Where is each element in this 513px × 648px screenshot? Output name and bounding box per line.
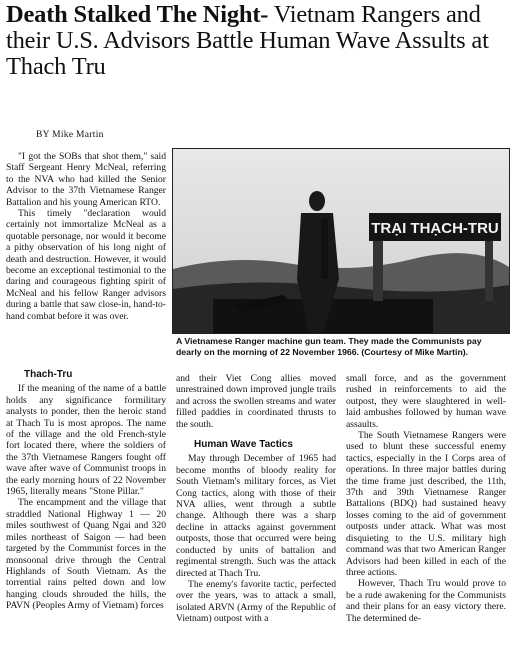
column-1-top bbox=[6, 151, 166, 322]
ranger-photo-image bbox=[173, 149, 509, 333]
paragraph: However, Thach Tru would prove to be a rude awakening for the Communists and their plans for an easy victory there. The determined de- bbox=[346, 578, 506, 624]
column-1 bbox=[6, 369, 166, 612]
paragraph: May through December of 1965 had become months of bloody reality for South Vietnam's military forces, as Viet Cong tactics, along with those of their NVA allies, went through a subtle change. Although there was a sharp decline in attacks against government outposts, those that occurred were being conducted by units of battalion and regimental strength. Such was the attack directed at Thach Tru. bbox=[176, 453, 336, 579]
paragraph: If the meaning of the name of a battle holds any significance formilitary analysts to ponder, then the heroic stand at Thach Tu is most apropos. The name of the village and the old French-style fort located there, where the soldiers of the 37th Vietnamese Rangers fought off wave after wave of Communist troops in the early morning hours of 22 November 1965, literally means "Stone Pillar." bbox=[6, 383, 166, 498]
paragraph: This timely "declaration would certainly not immortalize McNeal as a quotable personage, nor would it become a pithy observation of his long night of death and destruction. However, it would become an exceptional testimonial to the daring and courageous fighting spirit of McNeal and his fellow Ranger advisors during a battle that saw close-in, hand-to-hand combat before it was over. bbox=[6, 208, 166, 322]
paragraph: and their Viet Cong allies moved unrestrained down improved jungle trails and across the swollen streams and water filled paddies in coordinated thrusts to the south. bbox=[176, 373, 336, 430]
headline-lead: Death Stalked The Night- bbox=[6, 1, 269, 28]
subhead-thach-tru: Thach-Tru bbox=[24, 369, 73, 380]
column-3 bbox=[346, 373, 506, 624]
paragraph: "I got the SOBs that shot them," said Staff Sergeant Henry McNeal, referring to the NVA who had killed the Senior Advisor to the 37th Vietnamese Ranger Battalion and his young American RTO. bbox=[6, 151, 166, 208]
camp-sign-text: TRẠI THẠCH-TRU bbox=[371, 220, 499, 237]
paragraph: small force, and as the government rushed in reinforcements to aid the outpost, they were slaughtered in well-laid ambushes followed by human wave assaults. bbox=[346, 373, 506, 430]
subhead-human-wave-tactics: Human Wave Tactics bbox=[194, 439, 293, 451]
paragraph: The encampment and the village that straddled National Highway 1 — 20 miles southwest of Quang Ngai and 320 miles northeast of Saigon — had been targeted by the Communist forces in the monsoonal drive through the Central Highlands of South Vietnam. As the torrential rains pelted down and low hanging clouds shrouded the hills, the PAVN (Peoples Army of Vietnam) forces bbox=[6, 497, 166, 612]
ranger-photo bbox=[172, 148, 510, 334]
article-headline bbox=[6, 2, 510, 80]
paragraph: The South Vietnamese Rangers were used to blunt these successful enemy tactics, especially in the I Corps area of operations. In three major battles during the time frame just described, the 11th, 37th and 39th Vietnamese Ranger Battalions (BDQ) had sustained heavy losses coming to the aid of government outposts under attack. What was most disquieting to the U.S. military high command was that two American Ranger Advisors had been killed in each of the three actions. bbox=[346, 430, 506, 578]
byline: BY Mike Martin bbox=[36, 130, 104, 140]
headline-rest: Vietnam Rangers and their U.S. Advisors Battle Human Wave Assults at Thach Tru bbox=[6, 1, 489, 80]
paragraph: The enemy's favorite tactic, perfected over the years, was to attack a small, isolated ARVN (Army of the Republic of Vietnam) outpost with a bbox=[176, 578, 336, 625]
photo-caption: A Vietnamese Ranger machine gun team. They made the Communists pay dearly on the morning of 22 November 1966. (Courtesy of Mike Martin). bbox=[176, 336, 482, 357]
column-2 bbox=[176, 373, 336, 625]
